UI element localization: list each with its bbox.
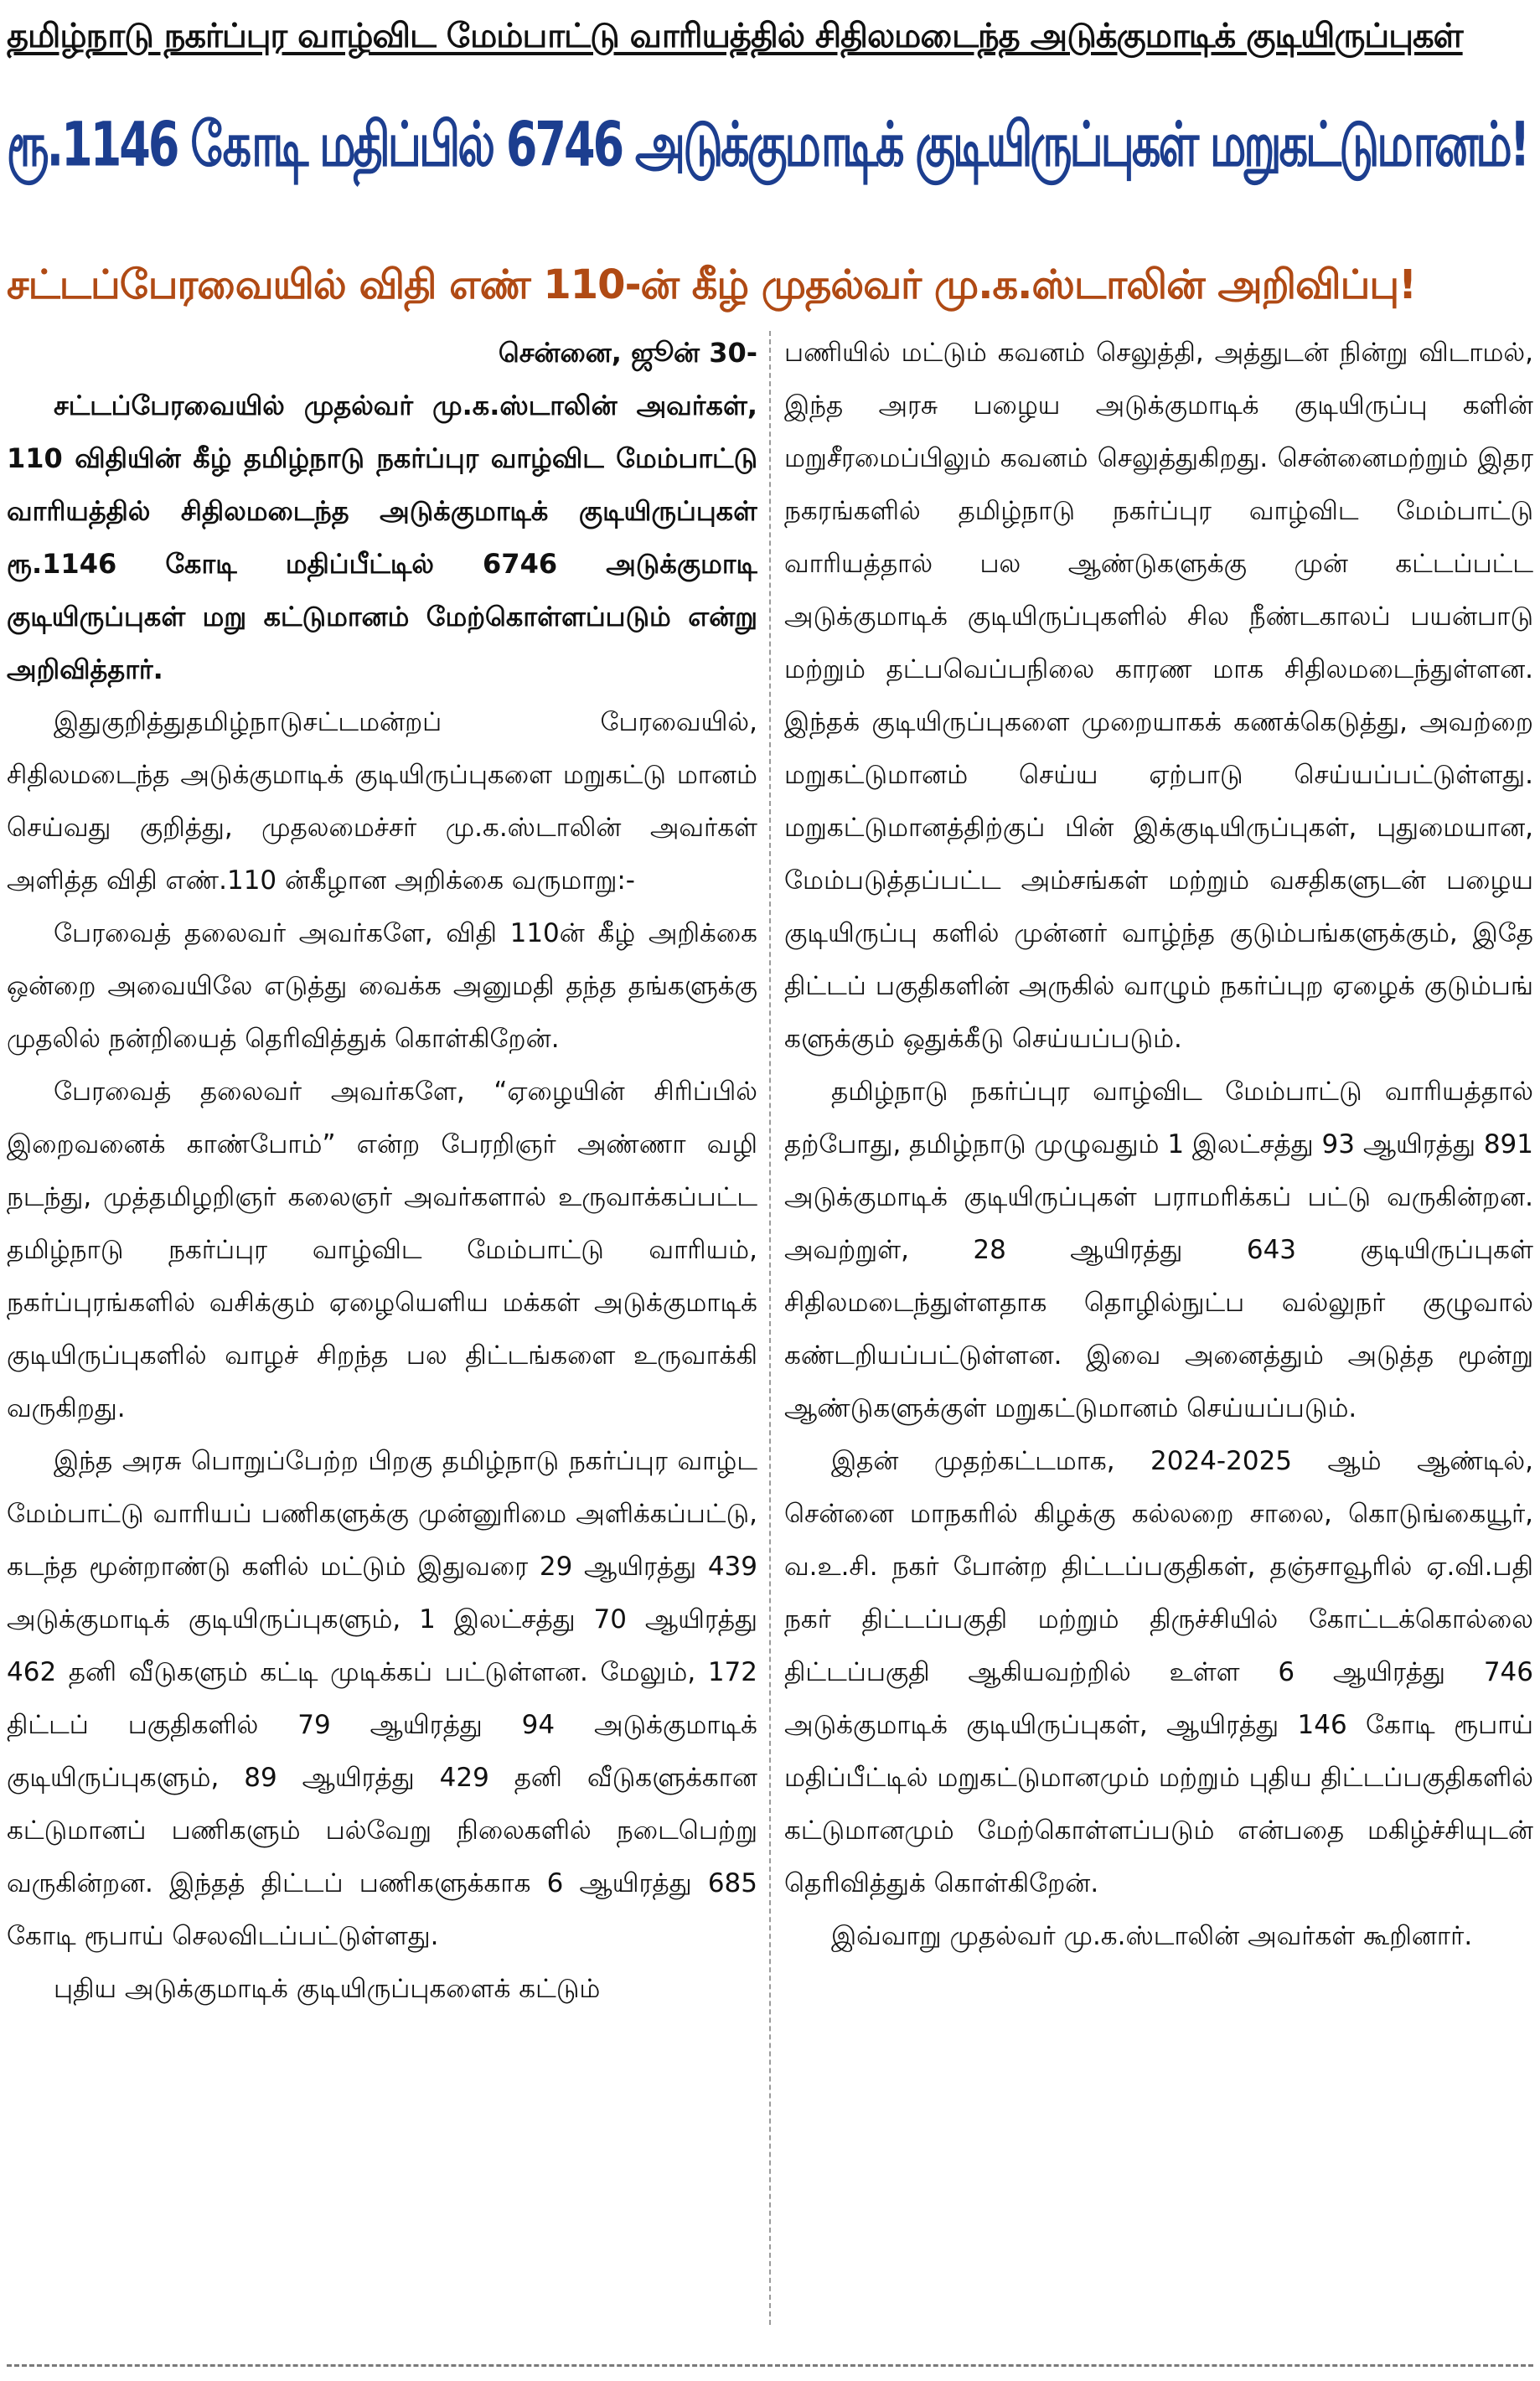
right-column — [784, 327, 1533, 2337]
body-paragraph: பேரவைத் தலைவர் அவர்களே, “ஏழையின் சிரிப்பில் இறைவனைக் காண்போம்” என்ற பேரறிஞர் அண்ணா வழி நடந்து, முத்தமிழறிஞர் கலைஞர் அவர்களால் உருவாக்கப்பட்ட தமிழ்நாடு நகர்ப்புர வாழ்விட மேம்பாட்டு வாரியம், நகர்ப்புரங்களில் வசிக்கும் ஏழையெளிய மக்கள் அடுக்குமாடிக் குடியிருப்புகளில் வாழச் சிறந்த பல திட்டங்களை உருவாக்கி வருகிறது. — [7, 1077, 757, 1423]
body-paragraph: இதன் முதற்கட்டமாக, 2024-2025 ஆம் ஆண்டில், சென்னை மாநகரில் கிழக்கு கல்லறை சாலை, கொடுங்கையூர், வ.உ.சி. நகர் போன்ற திட்டப்பகுதிகள், தஞ்சாவூரில் ஏ.வி.பதி நகர் திட்டப்பகுதி மற்றும் திருச்சியில் கோட்டக்கொல்லை திட்டப்பகுதி ஆகியவற்றில் உள்ள 6 ஆயிரத்து 746 அடுக்குமாடிக் குடியிருப்புகள், ஆயிரத்து 146 கோடி ரூபாய் மதிப்பீட்டில் மறுகட்டுமானமும் மற்றும் புதிய திட்டப்பகுதிகளில் கட்டுமானமும் மேற்கொள்ளப்படும் என்பதை மகிழ்ச்சியுடன் தெரிவித்துக் கொள்கிறேன். — [784, 1446, 1533, 1898]
dateline: சென்னை, ஜூன் 30- — [498, 337, 757, 369]
body-paragraph: இந்த அரசு பொறுப்பேற்ற பிறகு தமிழ்நாடு நகர்ப்புர வாழ்ட மேம்பாட்டு வாரியப் பணிகளுக்கு முன்னுரிமை அளிக்கப்பட்டு, கடந்த மூன்றாண்டு களில் மட்டும் இதுவரை 29 ஆயிரத்து 439 அடுக்குமாடிக் குடியிருப்புகளும், 1 இலட்சத்து 70 ஆயிரத்து 462 தனி வீடுகளும் கட்டி முடிக்கப் பட்டுள்ளன. மேலும், 172 திட்டப் பகுதிகளில் 79 ஆயிரத்து 94 அடுக்குமாடிக் குடியிருப்புகளும், 89 ஆயிரத்து 429 தனி வீடுகளுக்கான கட்டுமானப் பணிகளும் பல்வேறு நிலைகளில் நடைபெற்று வருகின்றன. இந்தத் திட்டப் பணிகளுக்காக 6 ஆயிரத்து 685 கோடி ரூபாய் செலவிடப்பட்டுள்ளது. — [7, 1446, 757, 1951]
body-paragraph: இதுகுறித்துதமிழ்நாடுசட்டமன்றப் பேரவையில், சிதிலமடைந்த அடுக்குமாடிக் குடியிருப்புகளை மறுகட்டு மானம் செய்வது குறித்து, முதலமைச்சர் மு.க.ஸ்டாலின் அவர்கள் அளித்த விதி எண்.110 ன்கீழான அறிக்கை வருமாறு:- — [7, 707, 757, 896]
column-divider — [769, 331, 771, 2325]
body-paragraph: தமிழ்நாடு நகர்ப்புர வாழ்விட மேம்பாட்டு வாரியத்தால் தற்போது, தமிழ்நாடு முழுவதும் 1 இலட்சத்து 93 ஆயிரத்து 891 அடுக்குமாடிக் குடியிருப்புகள் பராமரிக்கப் பட்டு வருகின்றன. அவற்றுள், 28 ஆயிரத்து 643 குடியிருப்புகள் சிதிலமடைந்துள்ளதாக தொழில்நுட்ப வல்லுநர் குழுவால் கண்டறியப்பட்டுள்ளன. இவை அனைத்தும் அடுத்த மூன்று ஆண்டுகளுக்குள் மறுகட்டுமானம் செய்யப்படும். — [784, 1077, 1533, 1423]
kicker-headline: தமிழ்நாடு நகர்ப்புர வாழ்விட மேம்பாட்டு வாரியத்தில் சிதிலமடைந்த அடுக்குமாடிக் குடியிருப்புகள் — [7, 17, 1463, 55]
subheadline: சட்டப்பேரவையில் விதி எண் 110-ன் கீழ் முதல்வர் மு.க.ஸ்டாலின் அறிவிப்பு! — [7, 261, 1416, 308]
left-column — [7, 327, 757, 2337]
lead-paragraph: சட்டப்பேரவையில் முதல்வர் மு.க.ஸ்டாலின் அவர்கள், 110 விதியின் கீழ் தமிழ்நாடு நகர்ப்புர வாழ்விட மேம்பாட்டு வாரியத்தில் சிதிலமடைந்த அடுக்குமாடிக் குடியிருப்புகள் ரூ.1146 கோடி மதிப்பீட்டில் 6746 அடுக்குமாடி குடியிருப்புகள் மறு கட்டுமானம் மேற்கொள்ளப்படும் என்று அறிவித்தார். — [7, 390, 757, 685]
bottom-dashed-rule — [7, 2364, 1533, 2367]
body-paragraph: புதிய அடுக்குமாடிக் குடியிருப்புகளைக் கட்டும் — [54, 1974, 601, 2004]
closing-paragraph: இவ்வாறு முதல்வர் மு.க.ஸ்டாலின் அவர்கள் கூறினார். — [831, 1921, 1473, 1951]
body-paragraph: பேரவைத் தலைவர் அவர்களே, விதி 110ன் கீழ் அறிக்கை ஒன்றை அவையிலே எடுத்து வைக்க அனுமதி தந்த தங்களுக்கு முதலில் நன்றியைத் தெரிவித்துக் கொள்கிறேன். — [7, 918, 757, 1054]
body-paragraph: பணியில் மட்டும் கவனம் செலுத்தி, அத்துடன் நின்று விடாமல், இந்த அரசு பழைய அடுக்குமாடிக் குடியிருப்பு களின் மறுசீரமைப்பிலும் கவனம் செலுத்துகிறது. சென்னைமற்றும் இதர நகரங்களில் தமிழ்நாடு நகர்ப்புர வாழ்விட மேம்பாட்டு வாரியத்தால் பல ஆண்டுகளுக்கு முன் கட்டப்பட்ட அடுக்குமாடிக் குடியிருப்புகளில் சில நீண்டகாலப் பயன்பாடு மற்றும் தட்பவெப்பநிலை காரண மாக சிதிலமடைந்துள்ளன. இந்தக் குடியிருப்புகளை முறையாகக் கணக்கெடுத்து, அவற்றை மறுகட்டுமானம் செய்ய ஏற்பாடு செய்யப்பட்டுள்ளது. மறுகட்டுமானத்திற்குப் பின் இக்குடியிருப்புகள், புதுமையான, மேம்படுத்தப்பட்ட அம்சங்கள் மற்றும் வசதிகளுடன் பழைய குடியிருப்பு களில் முன்னர் வாழ்ந்த குடும்பங்களுக்கும், இதே திட்டப் பகுதிகளின் அருகில் வாழும் நகர்ப்புற ஏழைக் குடும்பங் களுக்கும் ஒதுக்கீடு செய்யப்படும். — [784, 338, 1533, 1054]
main-headline: ரூ.1146 கோடி மதிப்பில் 6746 அடுக்குமாடிக் குடியிருப்புகள் மறுகட்டுமானம்! — [7, 108, 1528, 180]
